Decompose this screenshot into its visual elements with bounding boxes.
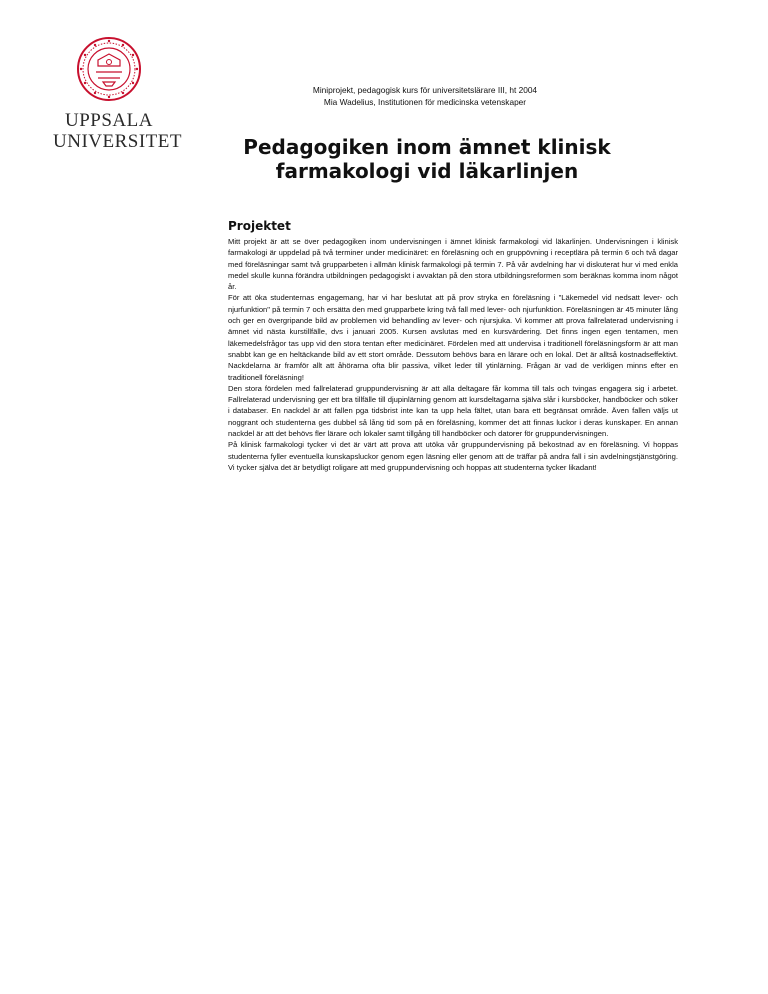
section-heading: Projektet (228, 219, 291, 233)
body-paragraph: Den stora fördelen med fallrelaterad gruppundervisning är att alla deltagare får komma till tals och tvingas engagera sig i arbetet. Fallrelaterad undervisning ger ett bra tillfälle till djupinlärning genom att kursdeltagarna själva slår i kursböcker, handböcker och söker i databaser. En nackdel är att fallen pga tidsbrist inte kan ta upp hela fältet, utan bara ett begränsat område. Även fallen väljs ut noggrant och studenterna ges dubbel så lång tid som på en föreläsning, kommer det att finnas luckor i deras kunskaper. En annan nackdel är att det behövs fler lärare och lokaler samt tillgång till handböcker och datorer för gruppundervisningen. (228, 383, 678, 439)
university-wordmark (53, 110, 182, 152)
document-header (0, 84, 768, 108)
wordmark-line1: UPPSALA (65, 110, 153, 131)
wordmark-line2: UNIVERSITET (53, 131, 182, 152)
body-paragraph: Mitt projekt är att se över pedagogiken inom undervisningen i ämnet klinisk farmakologi vid läkarlinjen. Undervisningen i klinisk farmakologi är uppdelad på två terminer under medicinäret: en föreläsning och en gruppövning i receptlära på termin 6 och två dagar med föreläsningar samt två grupparbeten i allmän klinisk farmakologi på termin 7. På vår avdelning har vi diskuterat hur vi med enkla medel skulle kunna förändra utbildningen pedagogiskt i avvaktan på den stora utbildningsreformen som beräknas komma inom något år. (228, 237, 678, 292)
document-title: Pedagogiken inom ämnet klinisk farmakologi vid läkarlinjen (243, 135, 611, 183)
header-author-line: Mia Wadelius, Institutionen för medicinska vetenskaper (323, 97, 527, 107)
section-body (228, 236, 678, 473)
body-paragraph: På klinisk farmakologi tycker vi det är värt att prova att utöka vår gruppundervisning på bekostnad av en föreläsning. Vi hoppas studenterna fyller eventuella kunskapsluckor genom egen läsning eller genom att de träffar på andra fall i sin avdelningstjänstgöring. Vi tycker själva det är betydligt roligare att med gruppundervisning och hoppas att studenterna tycker likadant! (228, 440, 678, 472)
header-course-line: Miniprojekt, pedagogisk kurs för universitetslärare III, ht 2004 (312, 85, 538, 95)
body-paragraph: För att öka studenternas engagemang, har vi har beslutat att på prov stryka en föreläsning i "Läkemedel vid nedsatt lever- och njurfunktion" på termin 7 och ersätta den med grupparbete kring två fall med lever- och njurfunktion. Föreläsningen är 45 minuter lång och ger en övergripande bild av problemen vid behandling av lever- och njursjuka. Vi kommer att prova fallrelaterad undervisning i ämnet vid nästa kurstillfälle, dvs i januari 2005. Kursen avslutas med en kursvärdering. Det finns ingen egen tentamen, men läkemedelsfrågor tas upp vid den stora tentan efter medicinäret. Fördelen med att undervisa i traditionell föreläsningsform är att man snabbt kan ge en heltäckande bild av ett stort område. Dessutom behövs bara en lärare och en lokal. Det är alltså kostnadseffektivt. Nackdelarna är framför allt att åhörarna ofta blir passiva, vilket leder till ytinlärning. Frågan är vad de verkligen minns efter en traditionell föreläsning! (228, 293, 678, 382)
